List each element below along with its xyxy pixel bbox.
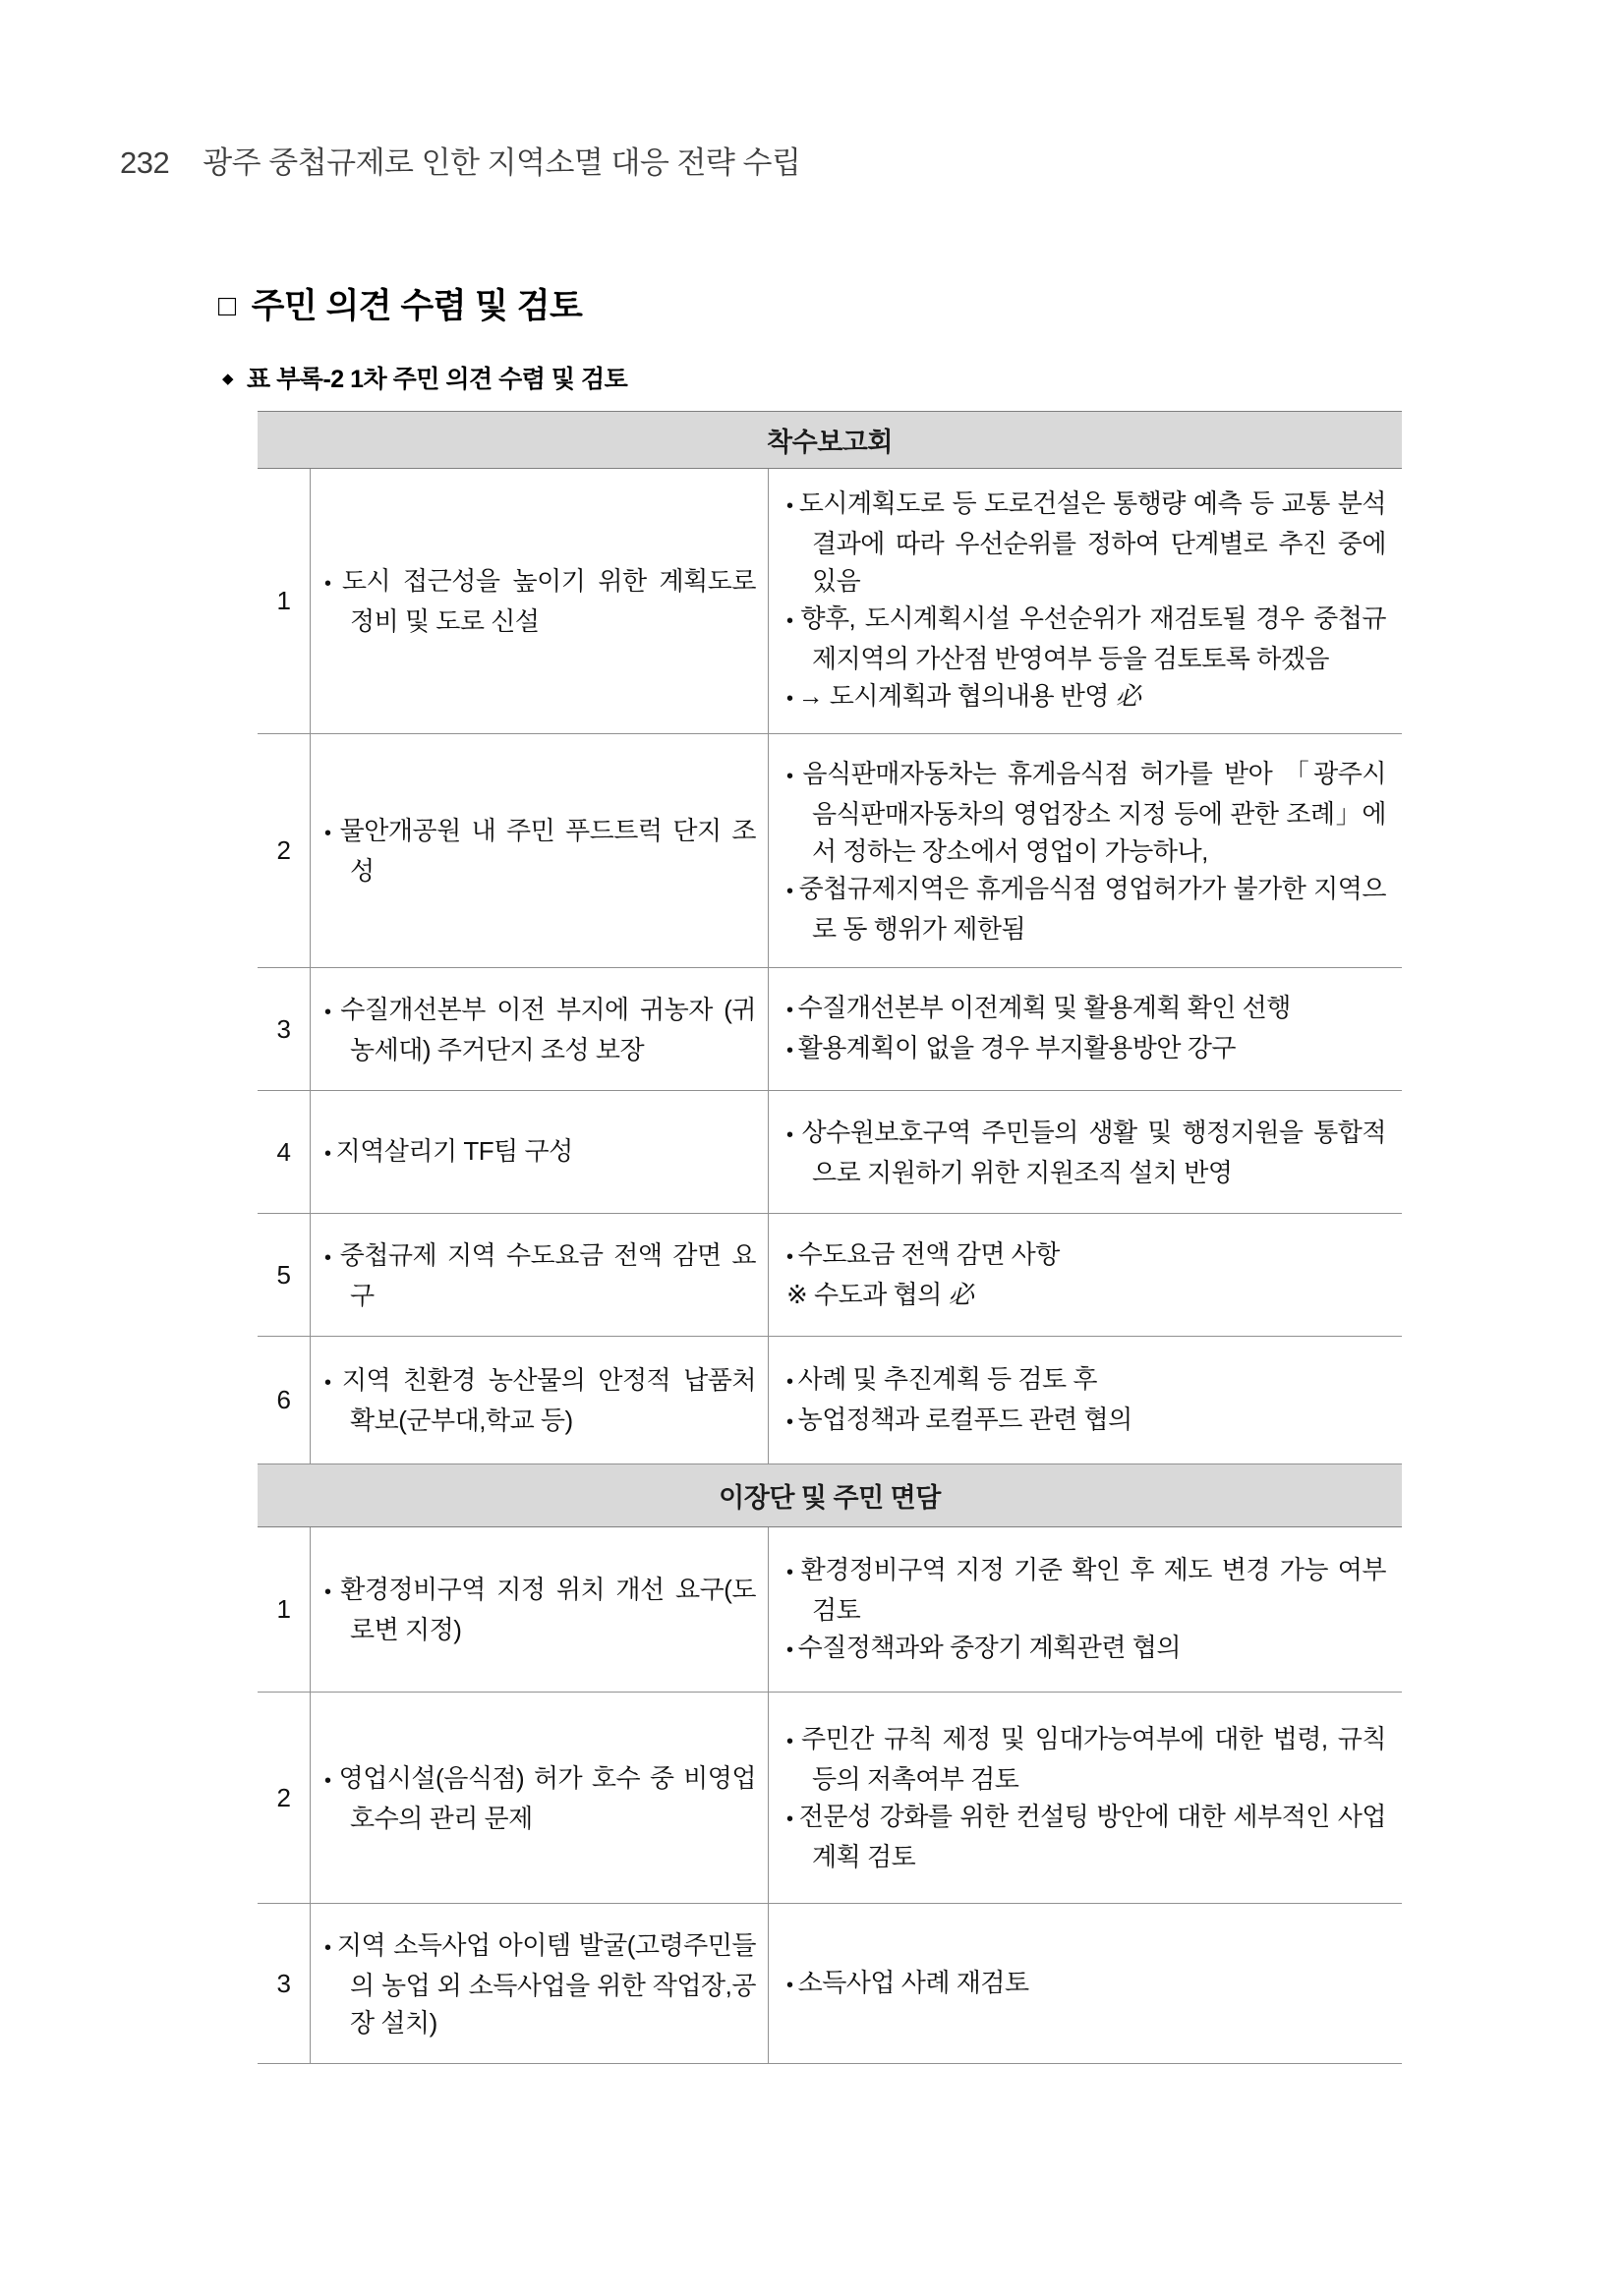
opinion-item [324, 1926, 756, 2041]
review-text: 수도과 협의 [814, 1280, 949, 1309]
page-number: 232 [120, 145, 170, 180]
opinion-item [324, 562, 756, 640]
table-caption-text: 표 부록-2 1차 주민 의견 수렴 및 검토 [247, 366, 628, 393]
row-number: 3 [258, 1904, 311, 2063]
review-text: 주민간 규칙 제정 및 임대가능여부에 대한 법령, 규칙 등의 저촉여부 검토 [801, 1724, 1386, 1794]
bullet-icon: • [324, 1246, 331, 1269]
table-row [258, 1091, 1402, 1214]
row-number: 3 [258, 968, 311, 1090]
opinion-item [324, 1132, 756, 1173]
review-text: 전문성 강화를 위한 컨설팅 방안에 대한 세부적인 사업계획 검토 [798, 1802, 1386, 1871]
review-text: 상수원보호구역 주민들의 생활 및 행정지원을 통합적으로 지원하기 위한 지원조직 설치 반영 [801, 1117, 1386, 1187]
opinion-text: 영업시설(음식점) 허가 호수 중 비영업 호수의 관리 문제 [338, 1762, 757, 1833]
running-title: 광주 중첩규제로 인한 지역소멸 대응 전략 수립 [203, 145, 801, 180]
review-item [786, 1235, 1386, 1276]
review-item [786, 1401, 1386, 1441]
opinion-text: 물안개공원 내 주민 푸드트럭 단지 조성 [339, 816, 756, 886]
row-number: 5 [258, 1214, 311, 1336]
review-item [786, 1629, 1386, 1669]
table-row [258, 1527, 1402, 1693]
page-running-header [120, 138, 800, 182]
review-item [786, 1551, 1386, 1629]
table-row [258, 1904, 1402, 2064]
review-item [786, 989, 1386, 1029]
square-bullet-icon: □ [218, 290, 236, 322]
row-number: 4 [258, 1091, 311, 1213]
review-cell [769, 1214, 1402, 1336]
bullet-icon: • [324, 1769, 331, 1792]
bullet-icon: • [786, 1123, 793, 1146]
review-cell [769, 968, 1402, 1090]
opinion-cell [311, 1904, 769, 2063]
bullet-icon: • [786, 765, 793, 787]
opinion-cell [311, 734, 769, 967]
table-row [258, 734, 1402, 968]
review-item [786, 1029, 1386, 1069]
opinion-item [324, 812, 756, 890]
table-section-header: 착수보고회 [258, 411, 1402, 469]
bullet-icon: • [786, 1731, 793, 1752]
review-item [786, 1720, 1386, 1798]
row-number: 2 [258, 734, 311, 967]
opinion-text: 수질개선본부 이전 부지에 귀농자 (귀농세대) 주거단지 조성 보장 [340, 994, 756, 1064]
table-row [258, 469, 1402, 734]
bullet-icon: • [786, 1410, 793, 1433]
review-cell [769, 1693, 1402, 1903]
bullet-icon: • [324, 1142, 331, 1165]
table-row [258, 1693, 1402, 1904]
opinion-cell [311, 469, 769, 733]
review-text: 환경정비구역 지정 기준 확인 후 제도 변경 가능 여부 검토 [800, 1554, 1386, 1625]
review-item [786, 677, 1386, 718]
diamond-bullet-icon: ◆ [222, 371, 234, 387]
bullet-icon: • [324, 823, 331, 844]
bullet-icon: • [324, 573, 331, 595]
review-cell [769, 1527, 1402, 1692]
table-row [258, 1337, 1402, 1464]
opinion-cell [311, 1337, 769, 1464]
section-title-text: 주민 의견 수렴 및 검토 [251, 287, 583, 325]
bullet-icon: • [786, 1370, 793, 1393]
review-text: 농업정책과 로컬푸드 관련 협의 [797, 1404, 1132, 1434]
review-item [786, 1114, 1386, 1191]
review-text: 수질개선본부 이전계획 및 활용계획 확인 선행 [797, 993, 1291, 1022]
table-row [258, 968, 1402, 1091]
review-item [786, 485, 1386, 600]
opinion-cell [311, 1214, 769, 1336]
review-text: 수도요금 전액 감면 사항 [797, 1239, 1060, 1269]
opinion-cell [311, 1693, 769, 1903]
opinion-text: 도시 접근성을 높이기 위한 계획도로 정비 및 도로 신설 [341, 566, 757, 636]
review-text: 수질정책과와 중장기 계획관련 협의 [797, 1632, 1181, 1662]
review-item [786, 870, 1386, 947]
opinion-text: 지역살리기 TF팀 구성 [335, 1135, 573, 1166]
opinion-text: 환경정비구역 지정 위치 개선 요구(도로변 지정) [340, 1575, 756, 1644]
review-text: 중첩규제지역은 휴게음식점 영업허가가 불가한 지역으로 동 행위가 제한됨 [798, 873, 1386, 944]
review-item [786, 1276, 1386, 1314]
reference-mark-icon: ※ [786, 1280, 808, 1309]
row-number: 1 [258, 1527, 311, 1692]
opinion-cell [311, 1527, 769, 1692]
table-caption [222, 360, 627, 395]
opinion-cell [311, 968, 769, 1090]
row-number: 6 [258, 1337, 311, 1464]
bullet-icon: • [786, 495, 793, 517]
bullet-icon: • [786, 1000, 793, 1021]
review-text: 음식판매자동차는 휴게음식점 허가를 받아 「광주시 음식판매자동차의 영업장소 지정 등에 관한 조례」에서 정하는 장소에서 영업이 가능하나, [802, 758, 1386, 866]
opinion-item [324, 991, 756, 1068]
opinion-item [324, 1571, 756, 1648]
review-text: 소득사업 사례 재검토 [797, 1967, 1029, 1997]
bullet-icon: • [786, 880, 793, 902]
review-text: → 도시계획과 협의내용 반영 [797, 681, 1116, 711]
bullet-icon: • [324, 1581, 331, 1603]
review-text: 사례 및 추진계획 등 검토 후 [797, 1363, 1097, 1394]
review-cell [769, 1337, 1402, 1464]
review-cell [769, 734, 1402, 967]
review-cell [769, 469, 1402, 733]
review-item [786, 1964, 1386, 2004]
section-title [218, 279, 582, 328]
table-row [258, 1214, 1402, 1337]
table-section-header: 이장단 및 주민 면담 [258, 1464, 1402, 1527]
review-text: 활용계획이 없을 경우 부지활용방안 강구 [797, 1033, 1236, 1062]
bullet-icon: • [786, 1974, 793, 1996]
bullet-icon: • [324, 1936, 331, 1959]
bullet-icon: • [786, 1638, 793, 1661]
review-item [786, 600, 1386, 677]
review-text: 도시계획도로 등 도로건설은 통행량 예측 등 교통 분석 결과에 따라 우선순위를 정하여 단계별로 추진 중에 있음 [798, 488, 1386, 596]
review-item [786, 1798, 1386, 1875]
review-item [786, 755, 1386, 870]
minutes-table [258, 411, 1402, 2064]
opinion-text: 중첩규제 지역 수도요금 전액 감면 요구 [339, 1239, 756, 1310]
bullet-icon: • [786, 688, 793, 710]
review-item [786, 1360, 1386, 1401]
opinion-text: 지역 소득사업 아이템 발굴(고령주민들의 농업 외 소득사업을 위한 작업장,공장 설치) [336, 1929, 757, 2038]
bullet-icon: • [786, 1040, 793, 1062]
hanja-emphasis: 必 [948, 1281, 974, 1309]
bullet-icon: • [786, 610, 793, 632]
review-cell [769, 1904, 1402, 2063]
review-text: 향후, 도시계획시설 우선순위가 재검토될 경우 중첩규제지역의 가산점 반영여부 등을 검토토록 하겠음 [800, 603, 1386, 673]
bullet-icon: • [786, 1246, 793, 1268]
opinion-text: 지역 친환경 농산물의 안정적 납품처 확보(군부대,학교 등) [341, 1365, 757, 1435]
opinion-item [324, 1759, 756, 1837]
hanja-emphasis: 必 [1115, 682, 1141, 711]
review-cell [769, 1091, 1402, 1213]
opinion-item [324, 1236, 756, 1314]
bullet-icon: • [786, 1808, 793, 1830]
bullet-icon: • [786, 1561, 793, 1583]
opinion-item [324, 1361, 756, 1439]
row-number: 1 [258, 469, 311, 733]
row-number: 2 [258, 1693, 311, 1903]
bullet-icon: • [324, 1001, 331, 1023]
bullet-icon: • [324, 1372, 331, 1394]
opinion-cell [311, 1091, 769, 1213]
